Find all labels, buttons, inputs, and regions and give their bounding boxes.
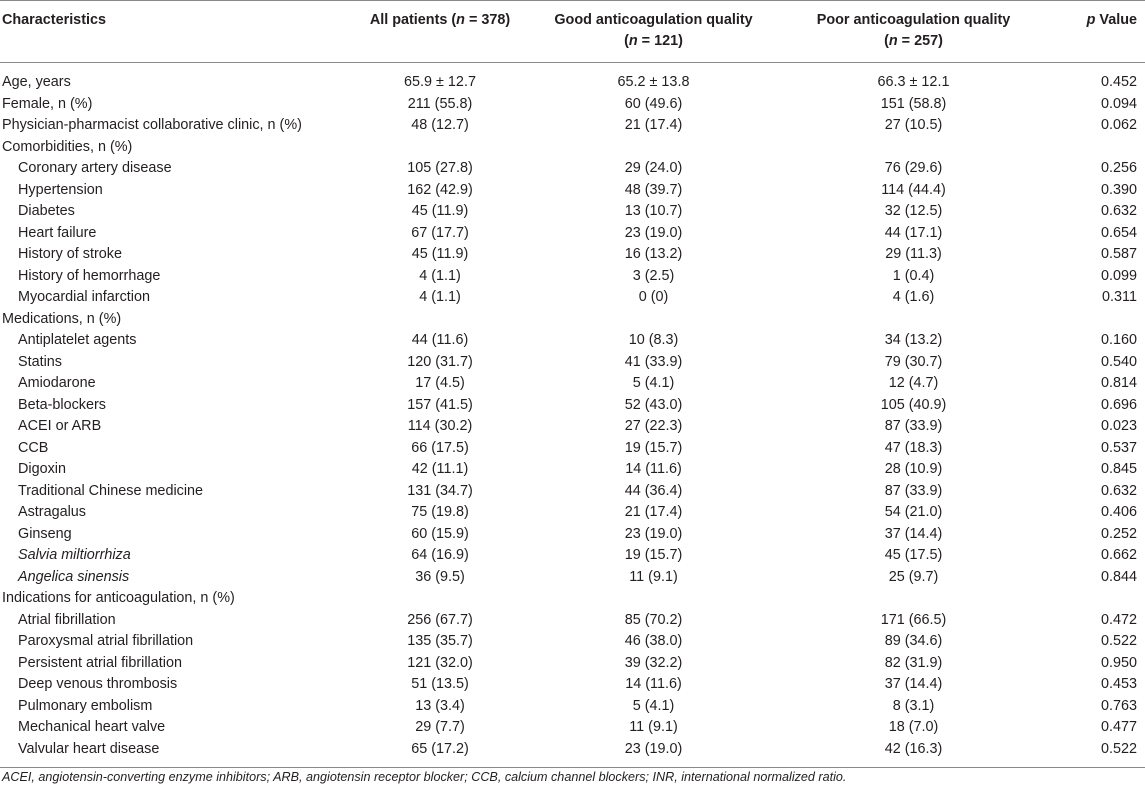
table-row: [0, 416, 1145, 438]
cell-poor-quality: 87 (33.9): [884, 482, 943, 499]
cell-good-quality: 11 (9.1): [629, 568, 678, 585]
cell-good-quality: 85 (70.2): [624, 611, 683, 628]
cell-good-quality: 23 (19.0): [624, 525, 683, 542]
cell-good-quality: 14 (11.6): [625, 461, 682, 477]
header-poor-quality: Poor anticoagulation quality: [772, 1, 1055, 32]
cell-poor-quality: [772, 309, 1055, 331]
table-row: [0, 352, 1145, 374]
cell-all-patients: 135 (35.7): [407, 633, 473, 649]
cell-good-quality: 65.2 ± 13.8: [617, 74, 690, 90]
cell-poor-quality: 47 (18.3): [884, 439, 943, 456]
cell-all-patients: 13 (3.4): [415, 697, 465, 714]
cell-p-value: 0.632: [1100, 482, 1137, 499]
cell-p-value: 0.099: [1100, 267, 1137, 284]
cell-p-value: 0.477: [1100, 719, 1137, 735]
table-row: [0, 567, 1145, 589]
cell-p-value: 0.814: [1100, 375, 1137, 391]
row-label: Persistent atrial fibrillation: [18, 654, 182, 671]
cell-poor-quality: 66.3 ± 12.1: [877, 74, 950, 90]
row-label: Paroxysmal atrial fibrillation: [18, 633, 194, 649]
row-label: Amiodarone: [18, 375, 96, 391]
row-label: Angelica sinensis: [18, 568, 130, 585]
row-label: Hypertension: [18, 181, 103, 198]
row-label: Digoxin: [18, 461, 66, 477]
row-label: Coronary artery disease: [18, 160, 172, 176]
cell-all-patients: 121 (32.0): [407, 654, 473, 671]
row-label: Salvia miltiorrhiza: [18, 547, 131, 563]
cell-all-patients: 114 (30.2): [407, 418, 473, 434]
cell-good-quality: 60 (49.6): [624, 95, 683, 112]
cell-good-quality: 46 (38.0): [624, 633, 683, 649]
table-row: [0, 674, 1145, 696]
cell-poor-quality: 76 (29.6): [884, 160, 943, 176]
cell-p-value: 0.453: [1100, 676, 1137, 692]
cell-poor-quality: 34 (13.2): [884, 332, 943, 348]
table-row: [0, 309, 1145, 331]
header-poor-n: (n = 257): [772, 31, 1055, 63]
cell-poor-quality: 37 (14.4): [884, 676, 943, 692]
row-label: Comorbidities, n (%): [2, 138, 133, 155]
row-label: Statins: [18, 353, 62, 370]
header-good-n: (n = 121): [535, 31, 772, 63]
cell-p-value: [1055, 588, 1145, 610]
header-all-patients: All patients (n = 378): [345, 1, 535, 32]
cell-good-quality: 44 (36.4): [624, 482, 683, 499]
cell-p-value: 0.472: [1100, 611, 1137, 628]
cell-p-value: 0.252: [1100, 525, 1137, 542]
table-row: [0, 373, 1145, 395]
cell-all-patients: 120 (31.7): [407, 353, 473, 370]
table-row: [0, 717, 1145, 739]
cell-all-patients: 45 (11.9): [411, 246, 469, 262]
cell-poor-quality: 12 (4.7): [888, 375, 939, 391]
row-label: Traditional Chinese medicine: [18, 482, 204, 499]
cell-p-value: 0.390: [1100, 181, 1137, 198]
cell-poor-quality: 18 (7.0): [888, 719, 939, 735]
cell-poor-quality: 25 (9.7): [888, 568, 939, 585]
table-row: [0, 63, 1145, 94]
cell-all-patients: 162 (42.9): [407, 181, 473, 198]
cell-all-patients: [345, 588, 535, 610]
table-row: [0, 137, 1145, 159]
cell-p-value: 0.537: [1100, 439, 1137, 456]
cell-all-patients: 66 (17.5): [411, 439, 469, 456]
table-row: [0, 459, 1145, 481]
table-row: [0, 438, 1145, 460]
row-label: Valvular heart disease: [0, 739, 345, 768]
table-row: [0, 653, 1145, 675]
row-label: Astragalus: [18, 504, 86, 520]
row-label: Antiplatelet agents: [18, 332, 137, 348]
cell-good-quality: 5 (4.1): [632, 375, 675, 391]
row-label: Age, years: [2, 74, 71, 90]
cell-poor-quality: 42 (16.3): [772, 739, 1055, 768]
cell-poor-quality: 32 (12.5): [884, 203, 943, 219]
table-row: [0, 524, 1145, 546]
cell-p-value: 0.522: [1100, 633, 1137, 649]
row-label: Deep venous thrombosis: [18, 676, 178, 692]
cell-p-value: 0.845: [1100, 461, 1137, 477]
table-row: [0, 588, 1145, 610]
cell-p-value: 0.311: [1102, 289, 1137, 305]
cell-good-quality: 21 (17.4): [624, 117, 683, 133]
cell-poor-quality: 54 (21.0): [884, 504, 943, 520]
cell-good-quality: 23 (19.0): [535, 739, 772, 768]
cell-good-quality: 52 (43.0): [624, 396, 683, 413]
cell-p-value: 0.023: [1100, 418, 1137, 434]
cell-poor-quality: 45 (17.5): [884, 547, 943, 563]
header-row: [0, 1, 1145, 32]
cell-poor-quality: 8 (3.1): [892, 697, 935, 714]
row-label: Beta-blockers: [18, 396, 106, 413]
cell-poor-quality: 29 (11.3): [885, 246, 942, 262]
cell-all-patients: 29 (7.7): [415, 719, 465, 735]
cell-p-value: 0.094: [1100, 95, 1137, 112]
cell-good-quality: 23 (19.0): [624, 224, 683, 241]
cell-good-quality: 39 (32.2): [624, 654, 683, 671]
cell-all-patients: 45 (11.9): [411, 203, 469, 219]
table-row: [0, 502, 1145, 524]
table-row: [0, 739, 1145, 768]
table-row: [0, 696, 1145, 718]
header-row-2: [0, 31, 1145, 63]
cell-good-quality: 21 (17.4): [624, 504, 683, 520]
cell-good-quality: 10 (8.3): [628, 332, 679, 348]
cell-p-value: 0.696: [1100, 396, 1137, 413]
cell-good-quality: 16 (13.2): [624, 246, 683, 262]
cell-poor-quality: [772, 588, 1055, 610]
cell-poor-quality: 37 (14.4): [884, 525, 943, 542]
cell-poor-quality: 28 (10.9): [884, 461, 943, 477]
cell-p-value: 0.160: [1100, 332, 1137, 348]
cell-all-patients: [345, 309, 535, 331]
cell-all-patients: 4 (1.1): [419, 289, 461, 305]
cell-poor-quality: 82 (31.9): [884, 654, 943, 671]
row-label: Indications for anticoagulation, n (%): [2, 590, 235, 606]
table-row: [0, 631, 1145, 653]
table-row: [0, 244, 1145, 266]
cell-poor-quality: 27 (10.5): [884, 117, 943, 133]
table-row: [0, 481, 1145, 503]
cell-all-patients: 256 (67.7): [407, 611, 473, 628]
cell-good-quality: 19 (15.7): [624, 439, 683, 456]
row-label: History of hemorrhage: [18, 267, 161, 284]
cell-poor-quality: 105 (40.9): [880, 396, 947, 413]
cell-poor-quality: 89 (34.6): [884, 633, 943, 649]
cell-all-patients: 105 (27.8): [407, 160, 473, 176]
row-label: Atrial fibrillation: [18, 611, 116, 628]
table-row: [0, 180, 1145, 202]
cell-good-quality: 3 (2.5): [632, 267, 675, 284]
row-label: Myocardial infarction: [18, 289, 150, 305]
table-footnote: ACEI, angiotensin-converting enzyme inhibitors; ARB, angiotensin receptor blocker; CCB, calcium channel blockers; INR, international normalized ratio.: [2, 770, 847, 784]
cell-all-patients: 36 (9.5): [415, 568, 465, 585]
table-row: [0, 266, 1145, 288]
cell-all-patients: 211 (55.8): [407, 95, 473, 112]
cell-good-quality: [535, 137, 772, 159]
cell-all-patients: 64 (16.9): [411, 547, 469, 563]
cell-p-value: 0.950: [1100, 654, 1137, 671]
cell-p-value: 0.062: [1100, 117, 1137, 133]
row-label: Diabetes: [18, 203, 75, 219]
cell-good-quality: 13 (10.7): [624, 203, 683, 219]
cell-all-patients: 42 (11.1): [411, 461, 469, 477]
cell-good-quality: 14 (11.6): [625, 676, 682, 692]
cell-good-quality: [535, 588, 772, 610]
table-row: [0, 545, 1145, 567]
cell-all-patients: 4 (1.1): [419, 267, 461, 284]
cell-poor-quality: 79 (30.7): [884, 353, 943, 370]
cell-p-value: 0.632: [1100, 203, 1137, 219]
cell-poor-quality: 44 (17.1): [884, 224, 943, 241]
cell-good-quality: 48 (39.7): [624, 181, 683, 198]
cell-p-value: 0.406: [1100, 504, 1137, 520]
cell-good-quality: 5 (4.1): [632, 697, 675, 714]
cell-p-value: 0.844: [1100, 568, 1137, 585]
cell-all-patients: 131 (34.7): [407, 482, 473, 499]
row-label: Heart failure: [18, 224, 97, 241]
cell-p-value: 0.763: [1100, 697, 1137, 714]
cell-p-value: [1055, 309, 1145, 331]
cell-all-patients: 67 (17.7): [411, 224, 469, 241]
cell-good-quality: 29 (24.0): [624, 160, 683, 176]
cell-p-value: 0.654: [1100, 224, 1137, 241]
table-row: [0, 201, 1145, 223]
header-p-value: p Value: [1055, 1, 1145, 32]
row-label: CCB: [18, 439, 49, 456]
cell-all-patients: 48 (12.7): [411, 117, 469, 133]
table-row: [0, 610, 1145, 632]
cell-all-patients: 75 (19.8): [411, 504, 469, 520]
cell-all-patients: [345, 137, 535, 159]
cell-poor-quality: 1 (0.4): [892, 267, 935, 284]
cell-all-patients: 17 (4.5): [415, 375, 465, 391]
row-label: Female, n (%): [2, 95, 93, 112]
cell-poor-quality: 87 (33.9): [884, 418, 943, 434]
cell-poor-quality: 4 (1.6): [892, 289, 935, 305]
cell-poor-quality: 114 (44.4): [881, 181, 946, 198]
table-row: [0, 287, 1145, 309]
table-row: [0, 223, 1145, 245]
cell-p-value: 0.256: [1100, 160, 1137, 176]
cell-p-value: [1055, 137, 1145, 159]
row-label: Medications, n (%): [2, 310, 122, 327]
cell-p-value: 0.452: [1100, 74, 1137, 90]
table-row: [0, 158, 1145, 180]
row-label: Pulmonary embolism: [18, 697, 153, 714]
cell-p-value: 0.662: [1100, 547, 1137, 563]
cell-good-quality: 27 (22.3): [624, 418, 683, 434]
row-label: Physician-pharmacist collaborative clinic, n (%): [2, 117, 302, 133]
header-characteristics: Characteristics: [0, 1, 345, 32]
cell-good-quality: 41 (33.9): [624, 353, 683, 370]
cell-p-value: 0.587: [1100, 246, 1137, 262]
row-label: ACEI or ARB: [18, 418, 102, 434]
table-row: [0, 330, 1145, 352]
table-row: [0, 395, 1145, 417]
cell-all-patients: 157 (41.5): [407, 396, 473, 413]
row-label: Ginseng: [18, 525, 72, 542]
cell-all-patients: 51 (13.5): [411, 676, 469, 692]
cell-poor-quality: [772, 137, 1055, 159]
cell-p-value: 0.540: [1100, 353, 1137, 370]
table-row: [0, 94, 1145, 116]
cell-all-patients: 65 (17.2): [345, 739, 535, 768]
cell-good-quality: 19 (15.7): [624, 547, 683, 563]
cell-poor-quality: 171 (66.5): [880, 611, 947, 628]
cell-all-patients: 65.9 ± 12.7: [404, 74, 476, 90]
cell-p-value: 0.522: [1055, 739, 1145, 768]
cell-all-patients: 44 (11.6): [411, 332, 469, 348]
cell-poor-quality: 151 (58.8): [880, 95, 947, 112]
row-label: Mechanical heart valve: [18, 719, 166, 735]
cell-all-patients: 60 (15.9): [411, 525, 469, 542]
cell-good-quality: [535, 309, 772, 331]
row-label: History of stroke: [18, 246, 122, 262]
cell-good-quality: 0 (0): [638, 289, 669, 305]
header-good-quality: Good anticoagulation quality: [535, 1, 772, 32]
table-body: [0, 63, 1145, 768]
table-row: [0, 115, 1145, 137]
cell-good-quality: 11 (9.1): [629, 719, 678, 735]
